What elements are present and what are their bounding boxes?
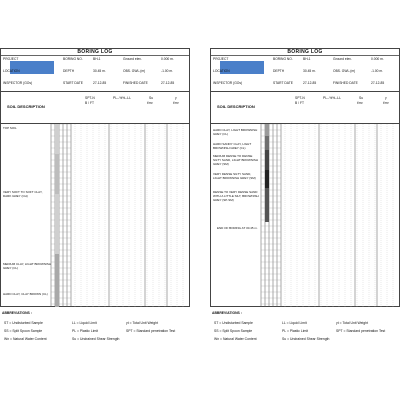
ground-elev-label: Ground elev. (123, 57, 142, 61)
su-unit: t/m² (147, 101, 153, 105)
abbreviations-title: ABBREVIATIONS : (212, 311, 242, 315)
log-grid (211, 124, 400, 307)
log-grid (1, 124, 191, 307)
start-date-label: START DATE (63, 81, 83, 85)
gwl-label: OBS. GWL.(m) (333, 69, 356, 73)
boring-no-label: BORING NO. (63, 57, 83, 61)
boring-no-label: BORING NO. (273, 57, 293, 61)
location-label: LOCATION (3, 69, 20, 73)
gwl-value: -1.00 m. (161, 69, 174, 73)
gamma-unit: t/m³ (383, 101, 389, 105)
start-date-value: 27-12-85 (93, 81, 107, 85)
spt-label: SPT-N (85, 96, 95, 100)
depth-value: 30.45 m. (303, 69, 316, 73)
layer-label: MEDIUM DENSE TO DENSE SILTY SAND, LIGHT BROWNISH GREY (SM) (213, 154, 259, 166)
ground-elev-value: 0.000 m. (371, 57, 384, 61)
abbreviations (210, 307, 400, 351)
layer-label: VERY DENSE SILTY SAND, LIGHT BROWNISH GREY (SM) (213, 172, 256, 180)
start-date-label: START DATE (273, 81, 293, 85)
inspector-label: INSPECTOR (GOs) (213, 81, 243, 85)
abbr-item: PL = Plastic Limit (282, 329, 308, 333)
layer-label: HARD SANDY CLAY, LIGHT BROWNISH GREY (CL) (213, 142, 252, 150)
layer-label: DENSE TO VERY DENSE SAND WITH A LITTLE SILT, BROWNISH GREY (SP-SM) (213, 190, 259, 202)
abbr-item: SPT = Standard penetration Test (336, 329, 386, 333)
abbr-item: LL = Liquid Limit (72, 321, 97, 325)
depth-label: DEPTH (63, 69, 75, 73)
layer-label: TOP SOIL (3, 126, 17, 130)
ground-elev-label: Ground elev. (333, 57, 352, 61)
pl-ll-label: PL--%%--LL (113, 96, 131, 100)
start-date-value: 27-12-85 (303, 81, 317, 85)
abbr-item: ST = Undisturbed Sample (4, 321, 43, 325)
gamma-unit: t/m³ (173, 101, 179, 105)
depth-label: DEPTH (273, 69, 285, 73)
finish-date-value: 27-12-85 (371, 81, 385, 85)
sheet-title: BORING LOG (211, 49, 399, 56)
spt-label: SPT-N (295, 96, 305, 100)
project-label: PROJECT (213, 57, 229, 61)
finish-date-value: 27-12-85 (161, 81, 175, 85)
column-header (210, 92, 400, 124)
layer-label: VERY SOFT TO SOFT CLAY, DARK GREY (CH) (3, 190, 43, 198)
ground-elev-value: 0.000 m. (161, 57, 174, 61)
abbr-item: Wn = Natural Water Content (4, 337, 47, 341)
boring-no-value: BH-1 (303, 57, 311, 61)
log-body (210, 124, 400, 307)
abbr-item: Su = Undrained Shear Strength (72, 337, 120, 341)
gamma-label: γ (175, 96, 177, 100)
layer-label: HARD CLAY, CLAY BROWN (CL) (3, 292, 48, 296)
finish-date-label: FINISHED DATE (123, 81, 148, 85)
soil-description-label: SOIL DESCRIPTION (7, 104, 45, 109)
spt-sub-label: B / FT (85, 101, 94, 105)
abbr-item: Wn = Natural Water Content (214, 337, 257, 341)
sheet-title: BORING LOG (1, 49, 189, 56)
abbreviations-title: ABBREVIATIONS : (2, 311, 32, 315)
abbr-item: LL = Liquid Limit (282, 321, 307, 325)
abbr-item: Su = Undrained Shear Strength (282, 337, 330, 341)
su-label: Su (149, 96, 154, 100)
end-of-boring-label: END OF BORING AT 30.45 m. (217, 226, 258, 230)
location-label: LOCATION (213, 69, 230, 73)
project-label: PROJECT (3, 57, 19, 61)
su-unit: t/m² (357, 101, 363, 105)
pl-ll-label: PL--%%--LL (323, 96, 341, 100)
boring-log-sheet-1 (0, 48, 190, 351)
gwl-value: -1.00 m. (371, 69, 384, 73)
gamma-label: γ (385, 96, 387, 100)
abbr-item: PL = Plastic Limit (72, 329, 98, 333)
su-label: Su (359, 96, 364, 100)
abbreviations (0, 307, 190, 351)
inspector-label: INSPECTOR (GOs) (3, 81, 33, 85)
depth-value: 30.45 m. (93, 69, 106, 73)
sheet-header (210, 48, 400, 92)
boring-log-sheet-2 (210, 48, 400, 351)
finish-date-label: FINISHED DATE (333, 81, 358, 85)
layer-label: HARD CLAY, LIGHT BROWNISH GREY (CL) (213, 128, 258, 136)
abbr-item: SPT = Standard penetration Test (126, 329, 176, 333)
boring-no-value: BH-1 (93, 57, 101, 61)
log-body (0, 124, 190, 307)
abbr-item: γt = Total Unit Weight (336, 321, 369, 325)
abbr-item: γt = Total Unit Weight (126, 321, 159, 325)
abbr-item: SS = Split Spoon Sample (214, 329, 253, 333)
spt-sub-label: B / FT (295, 101, 304, 105)
layer-label: MEDIUM CLAY, LIGHT BROWNISH GREY (CL) (3, 262, 52, 270)
gwl-label: OBS. GWL.(m) (123, 69, 146, 73)
abbr-item: SS = Split Spoon Sample (4, 329, 43, 333)
abbr-item: ST = Undisturbed Sample (214, 321, 253, 325)
column-header (0, 92, 190, 124)
sheet-header (0, 48, 190, 92)
soil-description-label: SOIL DESCRIPTION (217, 104, 255, 109)
